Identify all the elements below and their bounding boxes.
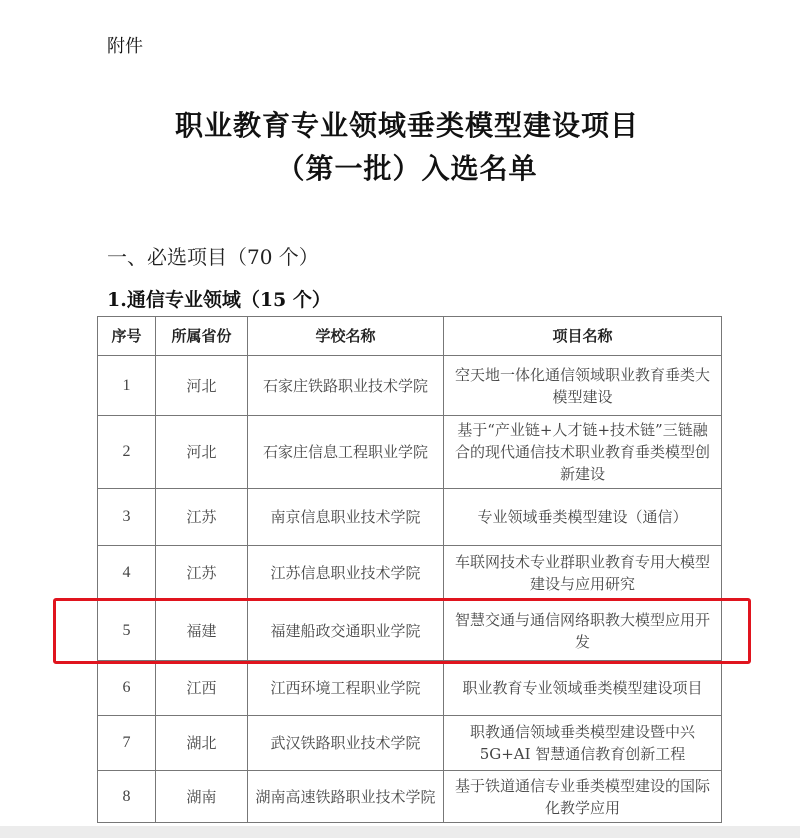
table-row — [98, 716, 722, 771]
attachment-label: 附件 — [107, 36, 143, 57]
header-project: 项目名称 — [444, 317, 722, 356]
highlight-box — [53, 598, 751, 664]
section-heading: 一、必选项目（70 个） — [107, 245, 319, 269]
cell-school: 南京信息职业技术学院 — [248, 489, 444, 546]
cell-school: 福建船政交通职业学院 — [248, 601, 444, 661]
cell-project: 车联网技术专业群职业教育专用大模型建设与应用研究 — [444, 546, 722, 601]
cell-project: 空天地一体化通信领域职业教育垂类大模型建设 — [444, 356, 722, 416]
selection-table — [97, 316, 722, 823]
cell-no: 1 — [98, 356, 156, 416]
table-row — [98, 771, 722, 823]
cell-no: 6 — [98, 661, 156, 716]
cell-no: 8 — [98, 771, 156, 823]
cell-project: 专业领域垂类模型建设（通信） — [444, 489, 722, 546]
cell-school: 石家庄铁路职业技术学院 — [248, 356, 444, 416]
table-row — [98, 661, 722, 716]
cell-no: 5 — [98, 601, 156, 661]
document-title-line2: （第一批）入选名单 — [276, 152, 538, 185]
cell-no: 3 — [98, 489, 156, 546]
cell-school: 武汉铁路职业技术学院 — [248, 716, 444, 771]
cell-province: 湖北 — [156, 716, 248, 771]
document-title-line1: 职业教育专业领域垂类模型建设项目 — [174, 109, 639, 142]
cell-no: 4 — [98, 546, 156, 601]
cell-province: 江西 — [156, 661, 248, 716]
cell-school: 石家庄信息工程职业学院 — [248, 416, 444, 489]
cell-project: 职业教育专业领域垂类模型建设项目 — [444, 661, 722, 716]
cell-province: 湖南 — [156, 771, 248, 823]
cell-province: 福建 — [156, 601, 248, 661]
table-row — [98, 546, 722, 601]
cell-province: 河北 — [156, 416, 248, 489]
cell-project: 基于铁道通信专业垂类模型建设的国际化教学应用 — [444, 771, 722, 823]
table-header-row — [98, 317, 722, 356]
cell-province: 河北 — [156, 356, 248, 416]
cell-school: 江西环境工程职业学院 — [248, 661, 444, 716]
cell-no: 2 — [98, 416, 156, 489]
table-row — [98, 356, 722, 416]
cell-project: 基于“产业链+人才链+技术链”三链融合的现代通信技术职业教育垂类模型创新建设 — [444, 416, 722, 489]
cell-no: 7 — [98, 716, 156, 771]
cell-project: 职教通信领域垂类模型建设暨中兴 5G+AI 智慧通信教育创新工程 — [444, 716, 722, 771]
cell-province: 江苏 — [156, 546, 248, 601]
header-school: 学校名称 — [248, 317, 444, 356]
subsection-heading: 1.通信专业领域（15 个） — [107, 289, 331, 311]
bottom-edge — [0, 826, 800, 838]
cell-project: 智慧交通与通信网络职教大模型应用开发 — [444, 601, 722, 661]
cell-province: 江苏 — [156, 489, 248, 546]
header-province: 所属省份 — [156, 317, 248, 356]
cell-school: 湖南高速铁路职业技术学院 — [248, 771, 444, 823]
table-row — [98, 416, 722, 489]
table-row — [98, 489, 722, 546]
cell-school: 江苏信息职业技术学院 — [248, 546, 444, 601]
header-no: 序号 — [98, 317, 156, 356]
